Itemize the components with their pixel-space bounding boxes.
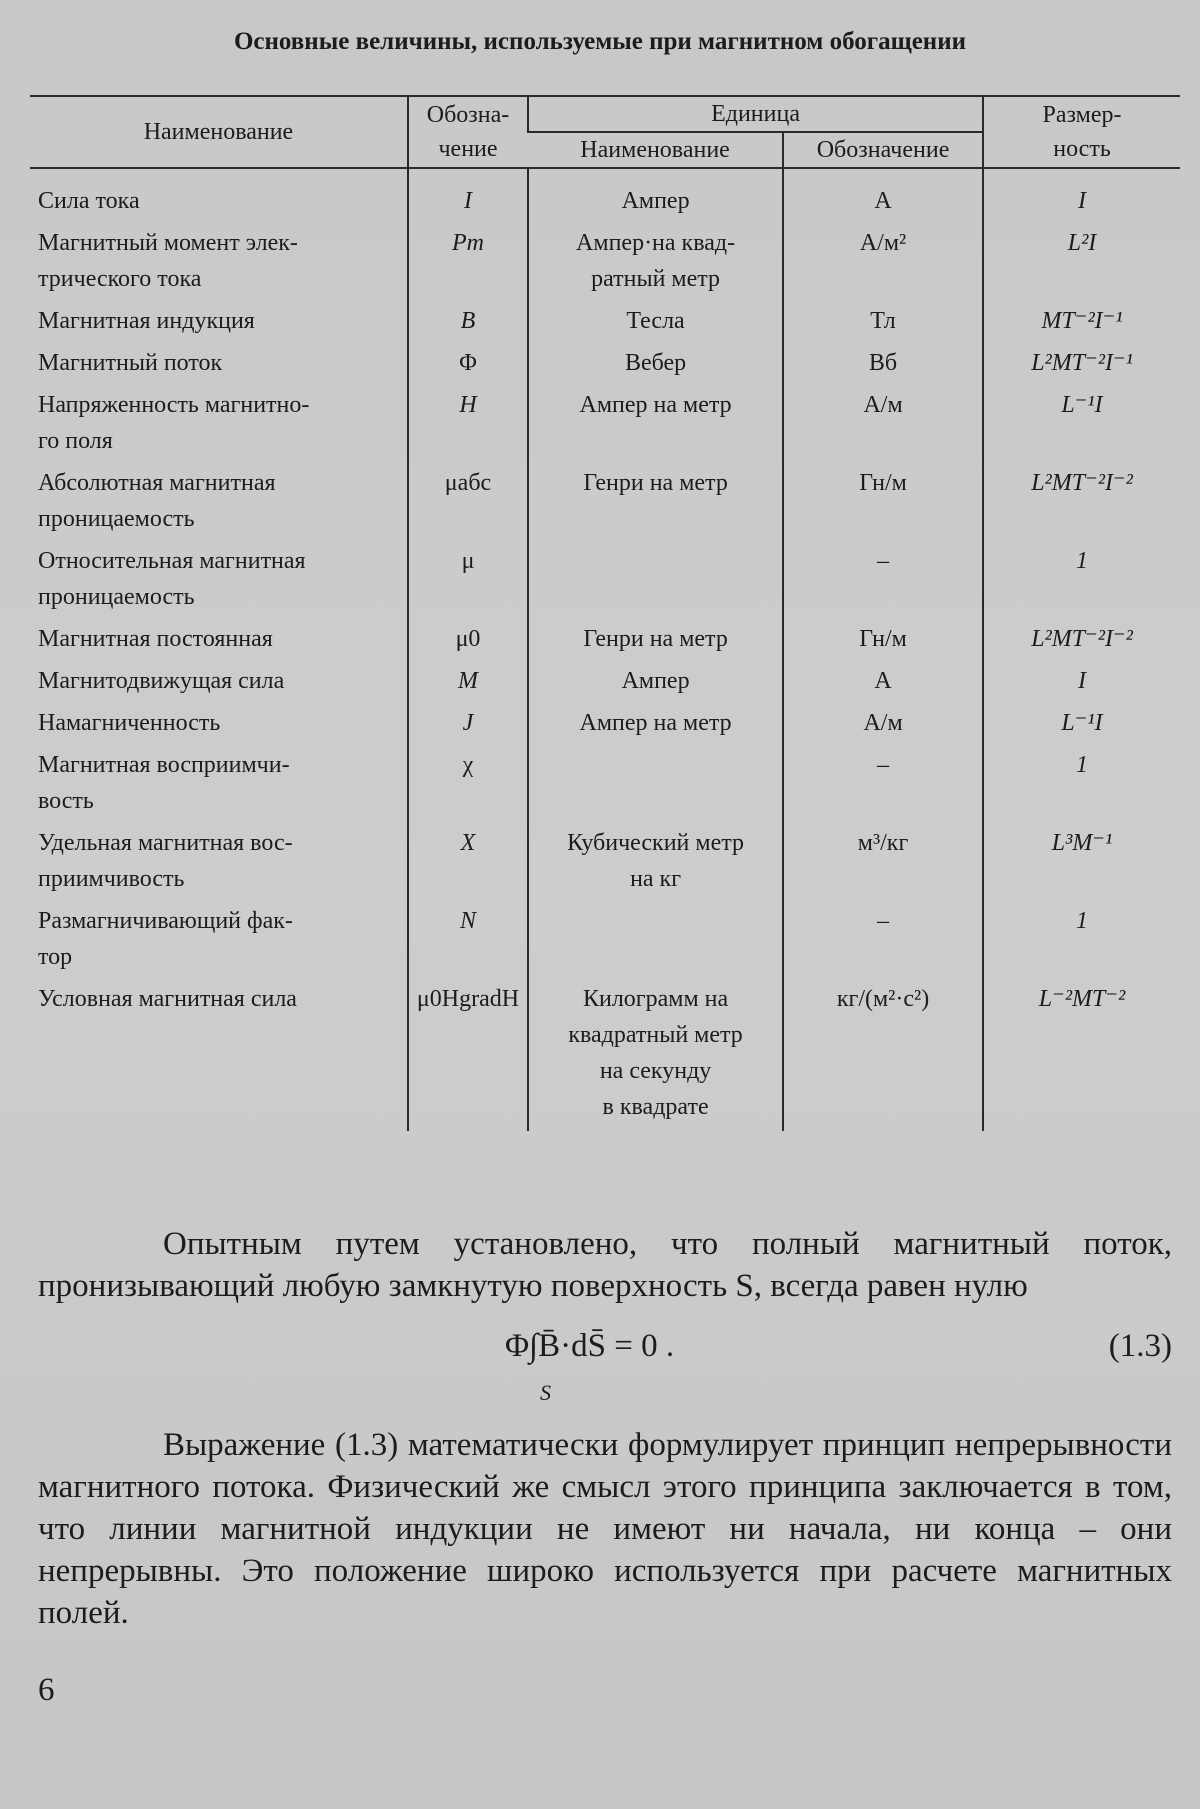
row-dimension: 1 (983, 543, 1180, 621)
row-name: Магнитная индукция (38, 308, 255, 334)
row-dimension: L⁻¹I (983, 387, 1180, 465)
row-symbol: I (408, 168, 528, 225)
table-row (30, 465, 1180, 543)
table-row (30, 705, 1180, 747)
row-symbol: μ (408, 543, 528, 621)
row-unit-name (528, 543, 783, 621)
row-unit-symbol: кг/(м²·с²) (783, 981, 983, 1131)
header-unit-name: Наименование (528, 132, 783, 168)
row-dimension: 1 (983, 903, 1180, 981)
row-dimension: L⁻²MT⁻² (983, 981, 1180, 1131)
row-name: Намагниченность (38, 710, 221, 736)
table-row (30, 621, 1180, 663)
row-unit-name: Ампер (528, 168, 783, 225)
header-unit-symbol: Обозначение (783, 132, 983, 168)
table-row (30, 543, 1180, 621)
row-symbol: Pm (408, 225, 528, 303)
table-body (30, 168, 1180, 1131)
row-unit-name: Ампер (528, 663, 783, 705)
row-unit-name: Генри на метр (528, 621, 783, 663)
table-row (30, 225, 1180, 303)
row-name: Условная магнитная сила (38, 986, 297, 1012)
row-unit-symbol: А (783, 168, 983, 225)
row-unit-name: Ампер·на квад- ратный метр (528, 225, 783, 303)
row-name: Магнитный поток (38, 350, 223, 376)
row-dimension: MT⁻²I⁻¹ (983, 303, 1180, 345)
row-unit-name: Тесла (528, 303, 783, 345)
table-row (30, 747, 1180, 825)
header-unit-group: Единица (528, 96, 983, 132)
quantities-table (30, 95, 1180, 1131)
row-unit-symbol: м³/кг (783, 825, 983, 903)
row-unit-symbol: А/м (783, 705, 983, 747)
row-unit-symbol: – (783, 543, 983, 621)
table-row (30, 303, 1180, 345)
formula: Φ∫B̄·dS̄ = 0 . (505, 1328, 675, 1364)
row-symbol: Φ (408, 345, 528, 387)
row-unit-symbol: Тл (783, 303, 983, 345)
row-unit-name: Ампер на метр (528, 705, 783, 747)
row-unit-symbol: – (783, 903, 983, 981)
paragraph-1: Опытным путем установлено, что полный магнитный поток, пронизывающий любую замкнутую поверхность S, всегда равен нулю (38, 1226, 1172, 1304)
row-dimension: L²I (983, 225, 1180, 303)
row-symbol: μ0 (408, 621, 528, 663)
table-title: Основные величины, используемые при магнитном обогащении (233, 28, 967, 55)
row-symbol: B (408, 303, 528, 345)
row-dimension: 1 (983, 747, 1180, 825)
row-dimension: I (983, 663, 1180, 705)
formula-subscript: S (540, 1380, 551, 1405)
row-symbol: J (408, 705, 528, 747)
row-dimension: L²MT⁻²I⁻² (983, 621, 1180, 663)
table-row (30, 168, 1180, 225)
row-unit-name (528, 903, 783, 981)
row-symbol: X (408, 825, 528, 903)
formula-number: (1.3) (1108, 1328, 1172, 1364)
row-unit-name: Кубический метр на кг (528, 825, 783, 903)
row-name: Размагничивающий фак- тор (38, 908, 293, 970)
row-unit-symbol: А (783, 663, 983, 705)
table-row (30, 345, 1180, 387)
row-dimension: I (983, 168, 1180, 225)
row-dimension: L⁻¹I (983, 705, 1180, 747)
row-symbol: H (408, 387, 528, 465)
page-number: 6 (38, 1672, 55, 1708)
table-row (30, 981, 1180, 1131)
header-name: Наименование (30, 96, 408, 168)
row-dimension: L³M⁻¹ (983, 825, 1180, 903)
row-name: Напряженность магнитно- го поля (38, 392, 310, 454)
row-unit-symbol: Вб (783, 345, 983, 387)
row-symbol: N (408, 903, 528, 981)
row-dimension: L²MT⁻²I⁻¹ (983, 345, 1180, 387)
row-unit-symbol: А/м (783, 387, 983, 465)
row-dimension: L²MT⁻²I⁻² (983, 465, 1180, 543)
row-name: Магнитодвижущая сила (38, 668, 285, 694)
row-unit-symbol: – (783, 747, 983, 825)
row-unit-name: Килограмм на квадратный метр на секунду в квадрате (528, 981, 783, 1131)
row-unit-name: Вебер (528, 345, 783, 387)
row-unit-name: Генри на метр (528, 465, 783, 543)
row-name: Магнитная постоянная (38, 626, 273, 652)
row-unit-name: Ампер на метр (528, 387, 783, 465)
table-row (30, 903, 1180, 981)
row-name: Сила тока (38, 188, 140, 214)
row-name: Относительная магнитная проницаемость (38, 548, 306, 610)
table-row (30, 387, 1180, 465)
row-unit-symbol: Гн/м (783, 621, 983, 663)
row-name: Магнитная восприимчи- вость (38, 752, 290, 814)
row-name: Магнитный момент элек- трического тока (38, 230, 298, 292)
table-row (30, 825, 1180, 903)
row-symbol: μабс (408, 465, 528, 543)
row-symbol: χ (408, 747, 528, 825)
table-row (30, 663, 1180, 705)
row-name: Удельная магнитная вос- приимчивость (38, 830, 293, 892)
row-unit-symbol: Гн/м (783, 465, 983, 543)
row-symbol: M (408, 663, 528, 705)
header-symbol: Обозна- чение (408, 96, 528, 168)
row-name: Абсолютная магнитная проницаемость (38, 470, 276, 532)
paragraph-2: Выражение (1.3) математически формулирует принцип непрерывности магнитного потока. Физический же смысл этого принципа заключается в том, что линии магнитной индукции не имеют ни начала, ни конца – они непрерывны. Это положение широко используется при расчете магнитных полей. (38, 1427, 1172, 1631)
row-unit-symbol: А/м² (783, 225, 983, 303)
row-unit-name (528, 747, 783, 825)
header-dimension: Размер- ность (983, 96, 1180, 168)
row-symbol: μ0HgradH (408, 981, 528, 1131)
